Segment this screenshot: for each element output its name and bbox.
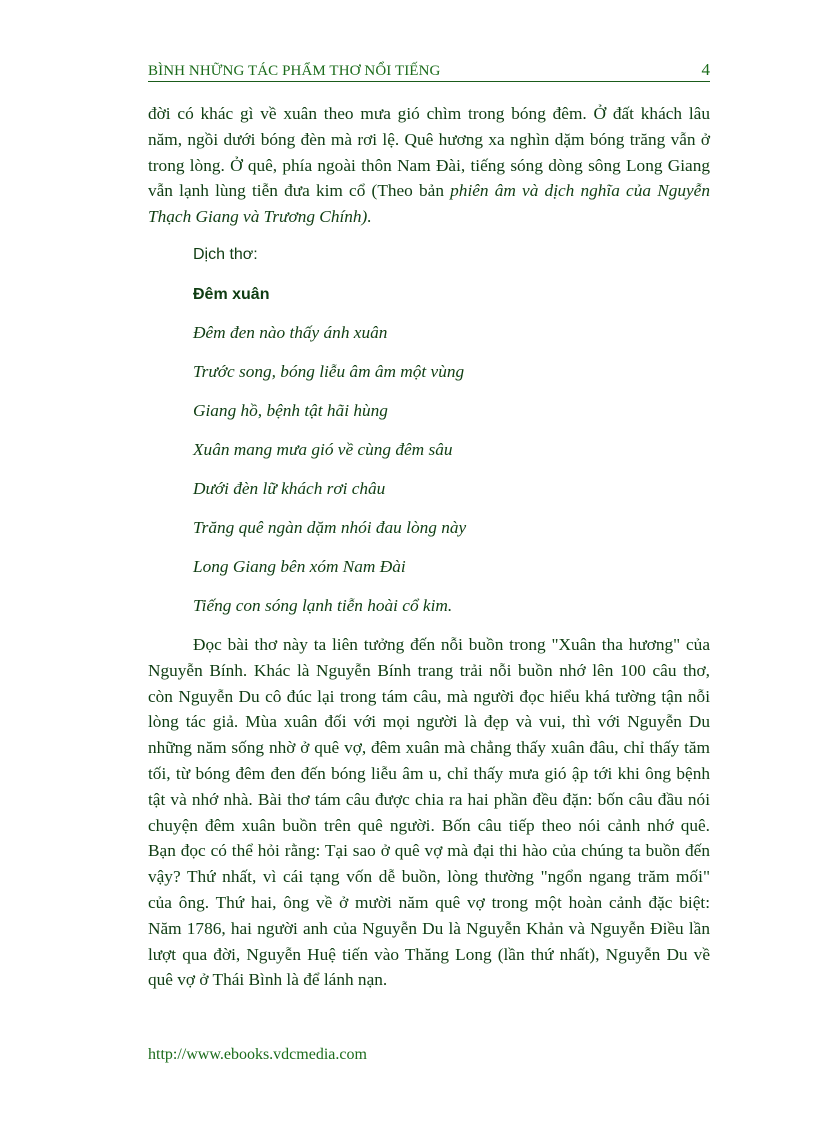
poem-line: Trăng quê ngàn dặm nhói đau lòng này — [193, 518, 467, 537]
poem-line: Long Giang bên xóm Nam Đài — [193, 557, 406, 576]
paragraph-1 — [148, 101, 710, 230]
paragraph-1-italic-citation: phiên âm và dịch nghĩa của Nguyễn — [450, 181, 710, 201]
poem-line: Đêm đen nào thấy ánh xuân — [193, 323, 388, 342]
paragraph-2 — [148, 632, 710, 993]
paragraph-2-line: Đọc bài thơ này ta liên tưởng đến nỗi buồn trong "Xuân tha hương" của — [193, 635, 710, 654]
poem-line: Giang hồ, bệnh tật hãi hùng — [193, 401, 388, 420]
paragraph-1-line: đời có khác gì về xuân theo mưa gió chìm trong bóng đêm. Ở đất khách lâu — [148, 104, 710, 123]
paragraph-1-line — [148, 178, 710, 204]
paragraph-2-line: lượt qua đời, Nguyễn Huệ tiến vào Thăng Long (lần thứ nhất), Nguyễn Du về — [148, 944, 710, 964]
paragraph-1-line: trong lòng. Ở quê, phía ngoài thôn Nam Đài, tiếng sóng dòng sông Long Giang — [148, 155, 710, 175]
paragraph-2-line: Nguyễn Bính. Khác là Nguyễn Bính trang trải nỗi buồn nhớ lên 100 câu thơ, — [148, 660, 710, 680]
poem-line: Dưới đèn lữ khách rơi châu — [193, 479, 386, 498]
paragraph-2-line: vậy? Thứ nhất, vì cái tạng vốn dễ buồn, lòng thường "ngổn ngang trăm mối" — [148, 867, 710, 887]
paragraph-2-line: còn Nguyễn Du cô đúc lại trong tám câu, mà người đọc hiểu khá tường tận nỗi — [148, 686, 710, 706]
poem-line: Tiếng con sóng lạnh tiễn hoài cổ kim. — [193, 596, 453, 615]
paragraph-1-italic-citation-end: Thạch Giang và Trương Chính). — [148, 207, 372, 227]
paragraph-1-line-text: vẫn lạnh lùng tiễn đưa kim cổ (Theo bản — [148, 181, 451, 201]
running-header — [148, 61, 710, 82]
poem-line: Xuân mang mưa gió về cùng đêm sâu — [193, 440, 453, 459]
translation-label: Dịch thơ: — [193, 246, 258, 263]
paragraph-2-line: những năm sống nhờ ở quê vợ, đêm xuân mà chẳng thấy xuân đâu, chỉ thấy tăm — [148, 738, 710, 758]
paragraph-2-line: tật và nhớ nhà. Bài thơ tám câu được chia ra hai phần đều đặn: bốn câu đầu nói — [148, 789, 710, 809]
paragraph-2-line: lòng tác giả. Mùa xuân đối với mọi người là đẹp và vui, thì với Nguyễn Du — [148, 712, 710, 732]
footer-link[interactable]: http://www.ebooks.vdcmedia.com — [148, 1046, 367, 1063]
paragraph-2-line: chuyện đêm xuân buồn trên quê người. Bốn câu tiếp theo nói cảnh nhớ quê. — [148, 815, 710, 835]
paragraph-1-line: năm, ngồi dưới bóng đèn mà rơi lệ. Quê hương xa nghìn dặm bóng trăng vẫn ở — [148, 129, 710, 149]
paragraph-2-line: quê vợ ở Thái Bình là để lánh nạn. — [148, 970, 388, 990]
poem-title: Đêm xuân — [193, 286, 270, 303]
book-title: BÌNH NHỮNG TÁC PHẨM THƠ NỔI TIẾNG — [148, 63, 441, 79]
paragraph-2-line: Bạn đọc có thể hỏi rằng: Tại sao ở quê vợ mà đại thi hào của chúng ta buồn đến — [148, 841, 710, 861]
paragraph-2-line: của ông. Thứ hai, ông về ở mười năm quê vợ trong một hoàn cảnh đặc biệt: — [148, 892, 710, 912]
paragraph-2-line: Năm 1786, hai người anh của Nguyễn Du là Nguyễn Khản và Nguyễn Điều lần — [148, 918, 710, 938]
page-number: 4 — [701, 60, 710, 79]
paragraph-2-line: tối, từ bóng đêm đen đến bóng liễu âm u, chỉ thấy mưa gió ập tới khi ông bệnh — [148, 763, 710, 783]
poem-line: Trước song, bóng liễu âm âm một vùng — [193, 362, 465, 381]
